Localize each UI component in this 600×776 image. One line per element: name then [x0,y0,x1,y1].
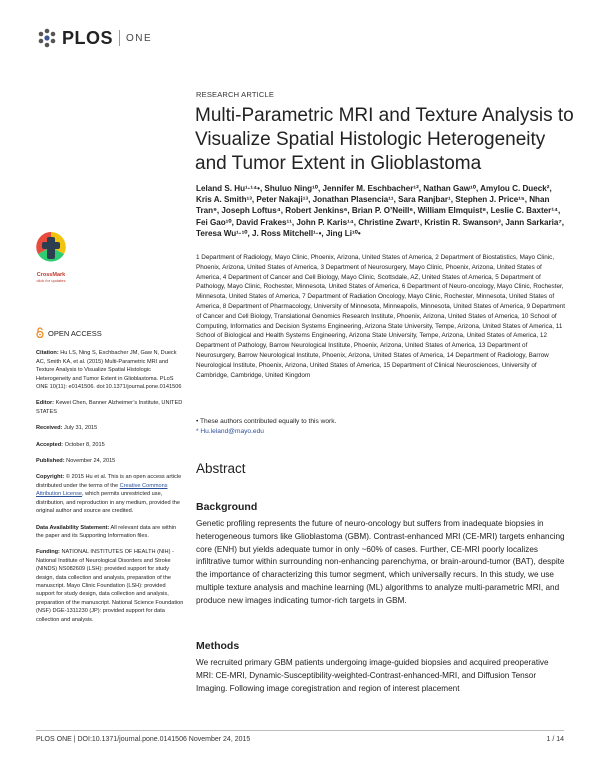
equal-contribution-note: • These authors contributed equally to this work. [196,418,337,425]
open-access-label: OPEN ACCESS [48,328,102,338]
background-heading: Background [196,501,258,513]
editor-block [36,399,184,416]
received-label: Received: [36,425,63,432]
received-block [36,424,184,432]
citation-block [36,349,184,391]
data-availability-text: All relevant data are within the paper and its Supporting Information files. [36,524,177,539]
crossmark-icon [30,228,72,266]
copyright-text-end: , which permits unrestricted use, distribution, and reproduction in any medium, provided the original author and source are credited. [36,491,180,515]
page-number: 1 / 14 [546,736,564,743]
copyright-label: Copyright: [36,474,65,481]
published-label: Published: [36,458,65,465]
footer-citation: PLOS ONE | DOI:10.1371/journal.pone.0141506 November 24, 2015 [36,736,251,743]
footer-divider [36,730,564,731]
crossmark-label: CrossMark [36,272,66,278]
article-sidebar [36,327,184,632]
crossmark-badge[interactable] [30,228,72,283]
received-date: July 31, 2015 [64,425,98,432]
funding-text: NATIONAL INSTITUTES OF HEALTH (NIH) - National Institute of Neurological Disorders and Stroke (NINDS) NS082609 (LSH): provided support for study design, data collection and analysis, preparation of the manuscript. Mayo Clinic Foundation (LSH): provided support for study design, data collection and analysis, preparation of the manuscript. National Science Foundation (NSF) DGE-1311230 (JP): provided support for data collection and analysis. [36,549,184,623]
logo-divider [119,30,120,46]
journal-name: ONE [126,32,153,44]
abstract-heading: Abstract [196,461,246,476]
open-access-badge [36,327,184,340]
editor-label: Editor: [36,400,55,407]
plos-logo-icon [36,27,58,49]
methods-text: We recruited primary GBM patients undergoing image-guided biopsies and acquired preoperative MRI: CE-MRI, Dynamic-Susceptibility-weighted-Contrast-enhanced-MRI, and Diffusion Tensor Imaging. Following image coregistration and region of interest placement [196,658,549,693]
editor-text: Kewei Chen, Banner Alzheimer’s Institute, UNITED STATES [36,400,183,415]
article-title: Multi-Parametric MRI and Texture Analysis to Visualize Spatial Histologic Heterogeneity and Tumor Extent in Glioblastoma [195,105,574,174]
published-date: November 24, 2015 [66,458,116,465]
accepted-label: Accepted: [36,441,64,448]
data-availability-block [36,524,184,541]
license-link[interactable]: Creative Commons Attribution License [36,482,168,498]
published-block [36,457,184,465]
methods-heading: Methods [196,640,240,652]
article-type: RESEARCH ARTICLE [196,90,275,99]
accepted-block [36,441,184,449]
accepted-date: October 8, 2015 [64,441,105,448]
funding-block [36,548,184,624]
copyright-block [36,473,184,515]
funding-label: Funding: [36,549,60,556]
open-access-icon [36,327,44,340]
citation-text: Hu LS, Ning S, Eschbacher JM, Gaw N, Dueck AC, Smith KA, et al. (2015) Multi-Parametric MRI and Texture Analysis to Visualize Spatial Histologic Heterogeneity and Tumor Extent in Glioblastoma. PLoS ONE 10(11): e0141506. doi:10.1371/journal.pone.0141506 [36,350,182,391]
citation-label: Citation: [36,350,59,357]
copyright-text: © 2015 Hu et al. This is an open access article distributed under the terms of the [36,474,182,489]
plos-logo[interactable] [36,27,152,49]
plos-logo-text: PLOS [62,27,114,48]
affiliations: 1 Department of Radiology, Mayo Clinic, Phoenix, Arizona, United States of America, 2 Department of Biostatistics, Mayo Clinic, Phoenix, Arizona, United States of America, 3 Department of Neurosurgery, Mayo Clinic, Phoenix, Arizona, United States of America, 4 Department of Cancer and Cell Biology, Mayo Clinic, Scottsdale, AZ, United States of America, 5 Department of Pathology, Mayo Clinic, Rochester, Minnesota, United States of America, 6 Department of Neuro-oncology, Mayo Clinic, Rochester, Minnesota, United States of America, 7 Department of Radiation Oncology, Mayo Clinic, Rochester, Minnesota, United States of America, 8 Department of Pharmacology, University of Minnesota, Minneapolis, Minnesota, United States of America, 9 Department of Cancer and Cell Biology, Translational Genomics Research Institute, Phoenix, Arizona, United States of America, 10 School of Computing, Informatics and Decision Systems Engineering, Arizona State University, Tempe, Arizona, United States of America, 11 School of Biological and Health Systems Engineering, Arizona State University, Tempe, Arizona, United States of America, 12 Department of Pathology, Barrow Neurological Institute, Phoenix, Arizona, United States of America, 13 Department of Neurosurgery, Barrow Neurological Institute, Phoenix, Arizona, United States of America, 14 Department of Radiology, Barrow Neurological Institute, Phoenix, Arizona, United States of America, 15 Department of Clinical Neurosciences, University of Cambridge, Cambridge, United Kingdom [196,254,566,379]
crossmark-sub: click for updates [36,278,66,283]
corresponding-email[interactable]: * Hu.leland@mayo.edu [196,428,264,435]
background-text: Genetic profiling represents the future of neuro-oncology but suffers from inadequate biopsies in heterogeneous tumors like Glioblastoma (GBM). Contrast-enhanced MRI (CE-MRI) targets enhancing core (ENH) but yields adequate tumor in only ~60% of cases. Further, CE-MRI poorly localizes infiltrative tumor within surrounding non-enhancing parenchyma, or brain-around-tumor (BAT), despite the importance of characterizing this tumor segment, which universally recurs. In this study, we use multiple texture analysis and machine learning (ML) algorithms to analyze multi-parametric MRI, and produce new images indicating tumor-rich targets in GBM. [196,519,565,605]
data-availability-label: Data Availability Statement: [36,524,110,531]
author-list: Leland S. Hu¹·¹⁴•, Shuluo Ning¹⁰, Jennifer M. Eschbacher¹², Nathan Gaw¹⁰, Amylou C. Dueck², Kris A. Smith¹³, Peter Nakaji¹³, Jonathan Plasencia¹¹, Sara Ranjbar¹, Stephen J. Price¹⁵, Nhan Tran⁹, Joseph Loftus⁴, Robert Jenkins⁶, Brian P. O’Neill⁶, William Elmquist⁸, Leslie C. Baxter¹⁴, Fei Gao¹⁰, David Frakes¹¹, John P. Karis¹⁴, Christine Zwart¹, Kristin R. Swanson³, Jann Sarkaria⁷, Teresa Wu¹·¹⁰, J. Ross Mitchell¹·•, Jing Li¹⁰• [196,184,565,238]
